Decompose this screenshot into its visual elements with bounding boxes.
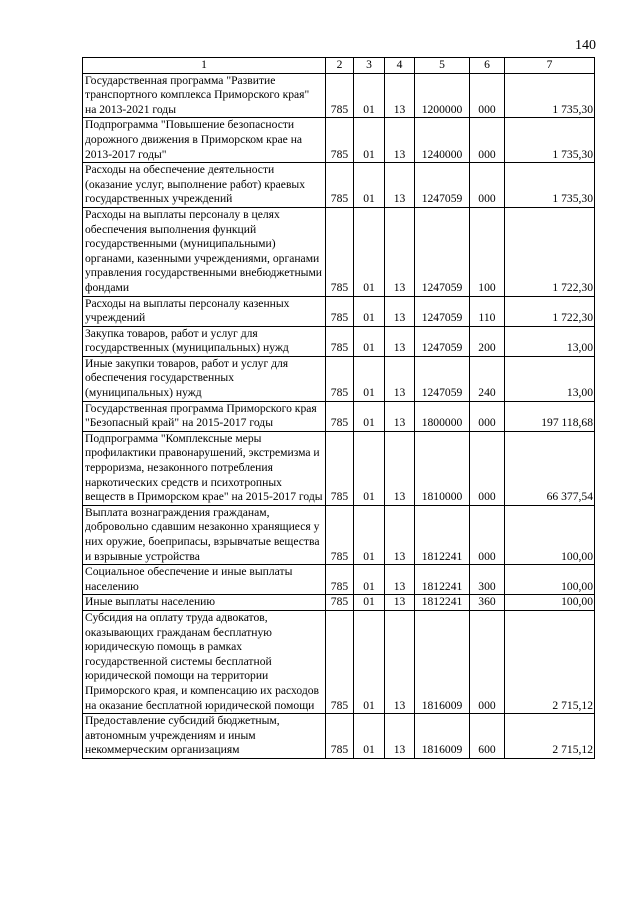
code-expense-type: 110 <box>470 296 505 326</box>
column-header: 6 <box>470 58 505 74</box>
amount: 197 118,68 <box>505 401 595 431</box>
code-expense-type: 000 <box>470 401 505 431</box>
table-row <box>83 163 595 208</box>
code-expense-type: 300 <box>470 565 505 595</box>
code-subsection: 13 <box>385 565 415 595</box>
amount: 100,00 <box>505 595 595 611</box>
code-section: 01 <box>354 401 385 431</box>
code-expense-type: 200 <box>470 326 505 356</box>
code-ministry: 785 <box>326 431 354 505</box>
code-expense-type: 000 <box>470 431 505 505</box>
code-target-article: 1800000 <box>415 401 470 431</box>
code-subsection: 13 <box>385 326 415 356</box>
code-subsection: 13 <box>385 207 415 296</box>
code-section: 01 <box>354 505 385 564</box>
code-target-article: 1247059 <box>415 356 470 401</box>
amount: 100,00 <box>505 565 595 595</box>
table-row <box>83 714 595 759</box>
table-row <box>83 207 595 296</box>
code-section: 01 <box>354 163 385 208</box>
code-section: 01 <box>354 714 385 759</box>
code-target-article: 1810000 <box>415 431 470 505</box>
budget-table <box>82 57 595 759</box>
column-header: 7 <box>505 58 595 74</box>
item-name: Подпрограмма "Комплексные меры профилактики правонарушений, экстремизма и терроризма, незаконного потребления наркотических средств и психотропных веществ в Приморском крае" на 2015-2017 годы <box>83 431 326 505</box>
table-header-row <box>83 58 595 74</box>
code-target-article: 1247059 <box>415 326 470 356</box>
code-expense-type: 600 <box>470 714 505 759</box>
amount: 13,00 <box>505 356 595 401</box>
table-row <box>83 610 595 713</box>
item-name: Закупка товаров, работ и услуг для государственных (муниципальных) нужд <box>83 326 326 356</box>
item-name: Расходы на выплаты персоналу в целях обеспечения выполнения функций государственными (муниципальными) органами, казенными учреждениями, органами управления государственными внебюджетными фондами <box>83 207 326 296</box>
code-subsection: 13 <box>385 73 415 118</box>
item-name: Социальное обеспечение и иные выплаты населению <box>83 565 326 595</box>
column-header: 1 <box>83 58 326 74</box>
code-ministry: 785 <box>326 401 354 431</box>
code-section: 01 <box>354 431 385 505</box>
table-row <box>83 326 595 356</box>
code-target-article: 1247059 <box>415 207 470 296</box>
amount: 2 715,12 <box>505 714 595 759</box>
code-ministry: 785 <box>326 565 354 595</box>
code-expense-type: 000 <box>470 73 505 118</box>
code-ministry: 785 <box>326 356 354 401</box>
table-row <box>83 505 595 564</box>
code-ministry: 785 <box>326 118 354 163</box>
item-name: Иные выплаты населению <box>83 595 326 611</box>
table-row <box>83 118 595 163</box>
code-target-article: 1812241 <box>415 595 470 611</box>
item-name: Расходы на обеспечение деятельности (оказание услуг, выполнение работ) краевых государственных учреждений <box>83 163 326 208</box>
code-target-article: 1247059 <box>415 296 470 326</box>
table-row <box>83 431 595 505</box>
code-subsection: 13 <box>385 163 415 208</box>
column-header: 5 <box>415 58 470 74</box>
code-section: 01 <box>354 565 385 595</box>
code-subsection: 13 <box>385 118 415 163</box>
code-subsection: 13 <box>385 595 415 611</box>
code-subsection: 13 <box>385 714 415 759</box>
code-ministry: 785 <box>326 207 354 296</box>
code-section: 01 <box>354 326 385 356</box>
code-target-article: 1812241 <box>415 505 470 564</box>
code-ministry: 785 <box>326 296 354 326</box>
code-subsection: 13 <box>385 431 415 505</box>
page-number: 140 <box>575 38 596 53</box>
code-subsection: 13 <box>385 610 415 713</box>
item-name: Государственная программа Приморского края "Безопасный край" на 2015-2017 годы <box>83 401 326 431</box>
code-ministry: 785 <box>326 595 354 611</box>
item-name: Предоставление субсидий бюджетным, автономным учреждениям и иным некоммерческим организациям <box>83 714 326 759</box>
amount: 2 715,12 <box>505 610 595 713</box>
code-subsection: 13 <box>385 401 415 431</box>
code-section: 01 <box>354 296 385 326</box>
code-expense-type: 100 <box>470 207 505 296</box>
code-expense-type: 360 <box>470 595 505 611</box>
code-subsection: 13 <box>385 356 415 401</box>
code-section: 01 <box>354 207 385 296</box>
code-target-article: 1816009 <box>415 610 470 713</box>
column-header: 4 <box>385 58 415 74</box>
item-name: Выплата вознаграждения гражданам, добровольно сдавшим незаконно хранящиеся у них оружие, боеприпасы, взрывчатые вещества и взрывные устройства <box>83 505 326 564</box>
item-name: Расходы на выплаты персоналу казенных учреждений <box>83 296 326 326</box>
code-expense-type: 000 <box>470 118 505 163</box>
code-ministry: 785 <box>326 505 354 564</box>
column-header: 3 <box>354 58 385 74</box>
amount: 1 735,30 <box>505 163 595 208</box>
code-ministry: 785 <box>326 73 354 118</box>
code-expense-type: 000 <box>470 505 505 564</box>
code-ministry: 785 <box>326 610 354 713</box>
code-subsection: 13 <box>385 296 415 326</box>
code-ministry: 785 <box>326 163 354 208</box>
table-row <box>83 73 595 118</box>
amount: 1 735,30 <box>505 118 595 163</box>
code-target-article: 1816009 <box>415 714 470 759</box>
code-section: 01 <box>354 595 385 611</box>
code-expense-type: 000 <box>470 163 505 208</box>
amount: 13,00 <box>505 326 595 356</box>
amount: 1 722,30 <box>505 207 595 296</box>
code-section: 01 <box>354 73 385 118</box>
code-expense-type: 240 <box>470 356 505 401</box>
table-row <box>83 356 595 401</box>
item-name: Подпрограмма "Повышение безопасности дорожного движения в Приморском крае на 2013-2017 годы" <box>83 118 326 163</box>
table-row <box>83 595 595 611</box>
code-subsection: 13 <box>385 505 415 564</box>
code-target-article: 1240000 <box>415 118 470 163</box>
code-ministry: 785 <box>326 326 354 356</box>
amount: 100,00 <box>505 505 595 564</box>
item-name: Субсидия на оплату труда адвокатов, оказывающих гражданам бесплатную юридическую помощь в рамках государственной системы бесплатной юридической помощи на территории Приморского края, и компенсацию их расходов на оказание бесплатной юридической помощи <box>83 610 326 713</box>
amount: 66 377,54 <box>505 431 595 505</box>
code-section: 01 <box>354 610 385 713</box>
code-section: 01 <box>354 118 385 163</box>
amount: 1 722,30 <box>505 296 595 326</box>
table-row <box>83 401 595 431</box>
code-target-article: 1247059 <box>415 163 470 208</box>
item-name: Иные закупки товаров, работ и услуг для обеспечения государственных (муниципальных) нужд <box>83 356 326 401</box>
table-row <box>83 296 595 326</box>
code-ministry: 785 <box>326 714 354 759</box>
column-header: 2 <box>326 58 354 74</box>
code-section: 01 <box>354 356 385 401</box>
code-target-article: 1200000 <box>415 73 470 118</box>
code-target-article: 1812241 <box>415 565 470 595</box>
amount: 1 735,30 <box>505 73 595 118</box>
code-expense-type: 000 <box>470 610 505 713</box>
table-row <box>83 565 595 595</box>
item-name: Государственная программа "Развитие транспортного комплекса Приморского края" на 2013-2021 годы <box>83 73 326 118</box>
